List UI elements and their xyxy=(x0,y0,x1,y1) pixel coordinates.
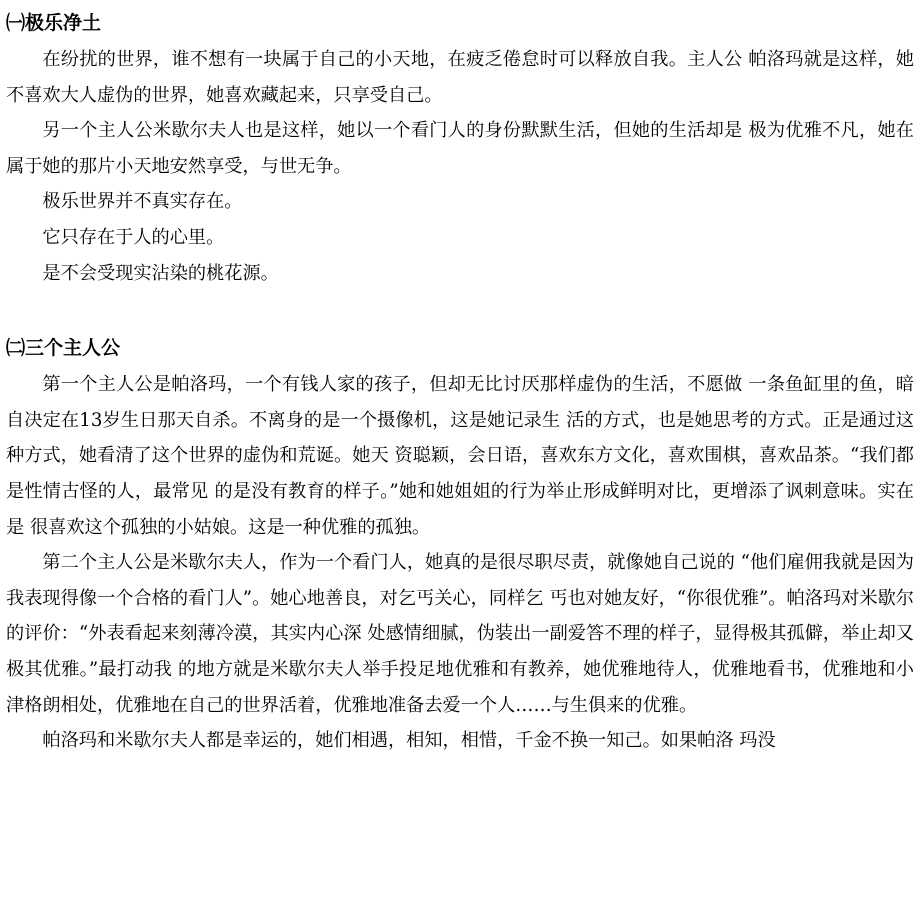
section-heading-2: ㈡三个主人公 xyxy=(6,337,121,360)
paragraph-2-2: 第二个主人公是米歇尔夫人，作为一个看门人，她真的是很尽职尽责，就像她自己说的 “他们雇佣我就是因为我表现得像一个合格的看门人”。她心地善良，对乞丐关心，同样乞 丐也对她友好，“你很优雅”。帕洛玛对米歇尔的评价：“外表看起来刻薄冷漠，其实内心深 处感情细腻，伪装出一副爱答不理的样子，显得极其孤僻，举止却又极其优雅。”最打动我 的地方就是米歇尔夫人举手投足地优雅和有教养，她优雅地待人，优雅地看书，优雅地和小 津格朗相处，优雅地在自己的世界活着，优雅地准备去爱一个人……与生俱来的优雅。 xyxy=(6,552,914,716)
document-page xyxy=(6,8,914,759)
paragraph-1-2: 另一个主人公米歇尔夫人也是这样，她以一个看门人的身份默默生活，但她的生活却是 极为优雅不凡，她在属于她的那片小天地安然享受，与世无争。 xyxy=(6,120,914,177)
paragraph-2-1: 第一个主人公是帕洛玛，一个有钱人家的孩子，但却无比讨厌那样虚伪的生活，不愿做 一条鱼缸里的鱼，暗自决定在13岁生日那天自杀。不离身的是一个摄像机，这是她记录生 活的方式，也是她思考的方式。正是通过这种方式，她看清了这个世界的虚伪和荒诞。她天 资聪颖，会日语，喜欢东方文化，喜欢围棋，喜欢品茶。“我们都是性情古怪的人，最常见 的是没有教育的样子。”她和她姐姐的行为举止形成鲜明对比，更增添了讽刺意味。实在是 很喜欢这个孤独的小姑娘。这是一种优雅的孤独。 xyxy=(6,374,914,538)
section-2 xyxy=(6,333,914,759)
paragraph-2-3: 帕洛玛和米歇尔夫人都是幸运的，她们相遇，相知，相惜，千金不换一知己。如果帕洛 玛没 xyxy=(42,730,776,752)
section-heading-1: ㈠极乐净土 xyxy=(6,12,102,34)
section-1 xyxy=(6,8,914,291)
paragraph-1-3: 极乐世界并不真实存在。 xyxy=(42,191,243,213)
paragraph-1-4: 它只存在于人的心里。 xyxy=(42,226,225,248)
paragraph-1-1: 在纷扰的世界，谁不想有一块属于自己的小天地，在疲乏倦怠时可以释放自我。主人公 帕洛玛就是这样，她不喜欢大人虚伪的世界，她喜欢藏起来，只享受自己。 xyxy=(6,49,914,106)
paragraph-1-5: 是不会受现实沾染的桃花源。 xyxy=(42,262,279,284)
